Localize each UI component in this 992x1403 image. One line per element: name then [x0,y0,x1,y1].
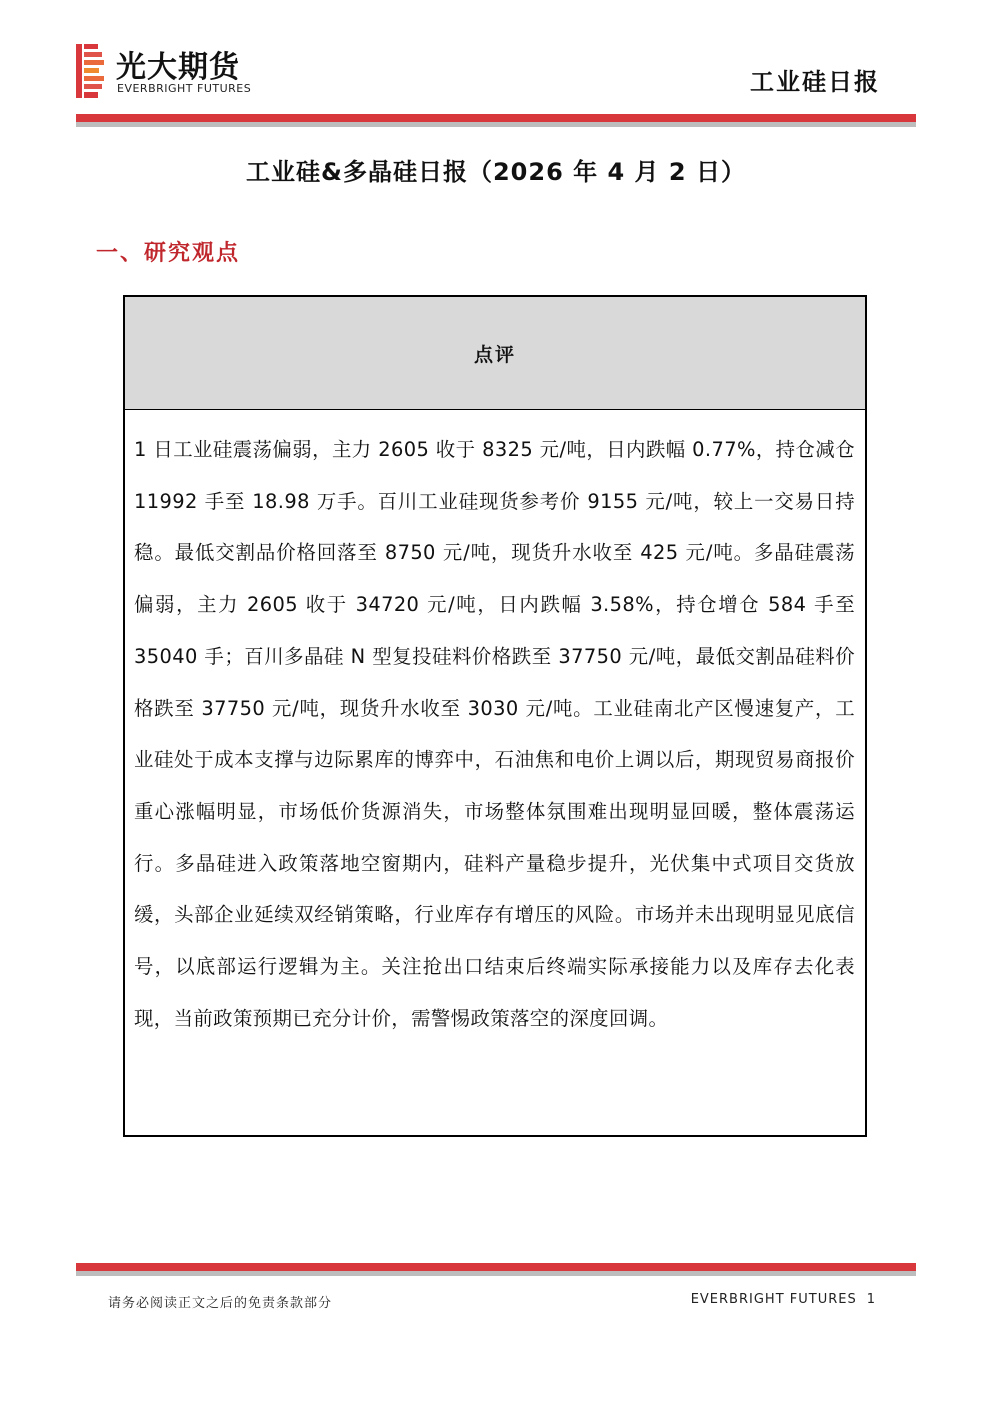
footer-divider-grey [76,1271,916,1276]
header-divider-red [76,114,916,122]
footer-brand-page [691,1292,876,1307]
everbright-logo [76,40,306,100]
everbright-logo-icon [76,44,106,98]
report-type-title: 工业硅日报 [750,68,880,96]
header-divider-grey [76,122,916,127]
footer-brand: EVERBRIGHT FUTURES [690,1292,857,1307]
logo-company-name-cn: 光大期货 [116,50,240,85]
logo-company-name-en: EVERBRIGHT FUTURES [117,82,252,95]
review-table-header-label: 点评 [473,343,516,366]
review-table-body: 1 日工业硅震荡偏弱，主力 2605 收于 8325 元/吨，日内跌幅 0.77%，持仓减仓 11992 手至 18.98 万手。百川工业硅现货参考价 9155 元/吨，较上一交易日持稳。最低交割品价格回落至 8750 元/吨，现货升水收至 425 元/吨。多晶硅震荡偏弱，主力 2605 收于 34720 元/吨，日内跌幅 3.58%，持仓增仓 584 手至 35040 手；百川多晶硅 N 型复投硅料价格跌至 37750 元/吨，最低交割品硅料价格跌至 37750 元/吨，现货升水收至 3030 元/吨。工业硅南北产区慢速复产，工业硅处于成本支撑与边际累库的博弈中，石油焦和电价上调以后，期现贸易商报价重心涨幅明显，市场低价货源消失，市场整体氛围难出现明显回暖，整体震荡运行。多晶硅进入政策落地空窗期内，硅料产量稳步提升，光伏集中式项目交货放缓，头部企业延续双经销策略，行业库存有增压的风险。市场并未出现明显见底信号，以底部运行逻辑为主。关注抢出口结束后终端实际承接能力以及库存去化表现，当前政策预期已充分计价，需警惕政策落空的深度回调。 [134,438,855,1030]
footer-disclaimer: 请务必阅读正文之后的免责条款部分 [108,1296,333,1311]
page-header [0,0,992,130]
review-table [123,295,867,1137]
document-title: 工业硅&多晶硅日报（2026 年 4 月 2 日） [246,158,746,186]
review-table-header [125,297,865,410]
section-heading: 一、研究观点 [96,241,241,266]
footer-divider-red [76,1263,916,1271]
page-number: 1 [866,1292,876,1307]
